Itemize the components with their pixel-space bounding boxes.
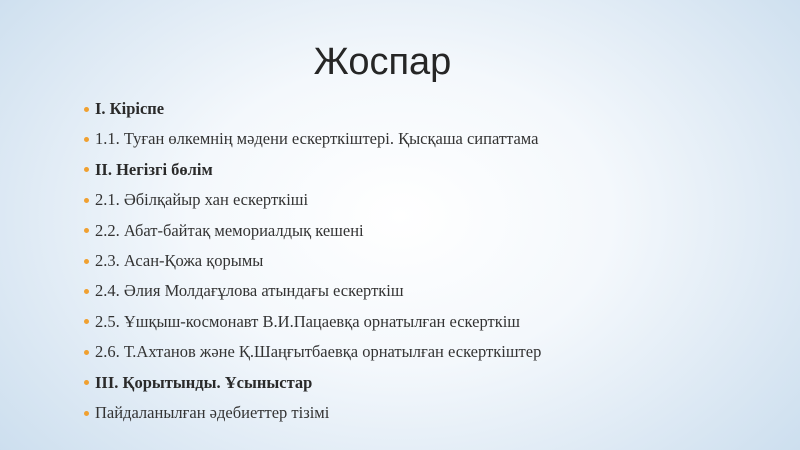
list-item bbox=[84, 94, 541, 124]
list-item-text: 2.3. Асан-Қожа қорымы bbox=[95, 250, 264, 270]
bullet-dot-icon bbox=[84, 137, 89, 142]
list-item bbox=[84, 216, 541, 246]
list-item-text: 2.1. Әбілқайыр хан ескерткіші bbox=[95, 190, 309, 210]
list-item-text: 2.6. Т.Ахтанов және Қ.Шаңғытбаевқа орнатылған ескерткіштер bbox=[95, 342, 542, 362]
list-item-text: 2.2. Абат-байтақ мемориалдық кешені bbox=[95, 220, 364, 240]
bullet-dot-icon bbox=[84, 107, 89, 112]
list-item bbox=[84, 307, 541, 337]
list-item bbox=[84, 124, 541, 154]
bullet-dot-icon bbox=[84, 259, 89, 264]
slide-title: Жоспар bbox=[313, 41, 452, 83]
bullet-dot-icon bbox=[84, 319, 89, 324]
list-item-text: Пайдаланылған әдебиеттер тізімі bbox=[95, 402, 330, 422]
list-item-text: III. Қорытынды. Ұсыныстар bbox=[95, 372, 313, 392]
bullet-dot-icon bbox=[84, 289, 89, 294]
bullet-list bbox=[84, 94, 541, 428]
list-item-text: I. Кіріспе bbox=[95, 99, 165, 118]
list-item-text: II. Негізгі бөлім bbox=[95, 159, 213, 179]
list-item bbox=[84, 246, 541, 276]
list-item bbox=[84, 276, 541, 306]
list-item-text: 1.1. Туған өлкемнің мәдени ескерткіштері. Қысқаша сипаттама bbox=[95, 129, 539, 149]
list-item-text: 2.5. Ұшқыш-космонавт В.И.Пацаевқа орнатылған ескерткіш bbox=[95, 311, 521, 331]
bullet-dot-icon bbox=[84, 198, 89, 203]
list-item bbox=[84, 368, 541, 398]
bullet-dot-icon bbox=[84, 350, 89, 355]
bullet-dot-icon bbox=[84, 411, 89, 416]
bullet-dot-icon bbox=[84, 167, 89, 172]
list-item bbox=[84, 155, 541, 185]
list-item bbox=[84, 398, 541, 428]
list-item bbox=[84, 185, 541, 215]
list-item-text: 2.4. Әлия Молдағұлова атындағы ескерткіш bbox=[95, 281, 404, 301]
bullet-dot-icon bbox=[84, 380, 89, 385]
bullet-dot-icon bbox=[84, 228, 89, 233]
list-item bbox=[84, 337, 541, 367]
